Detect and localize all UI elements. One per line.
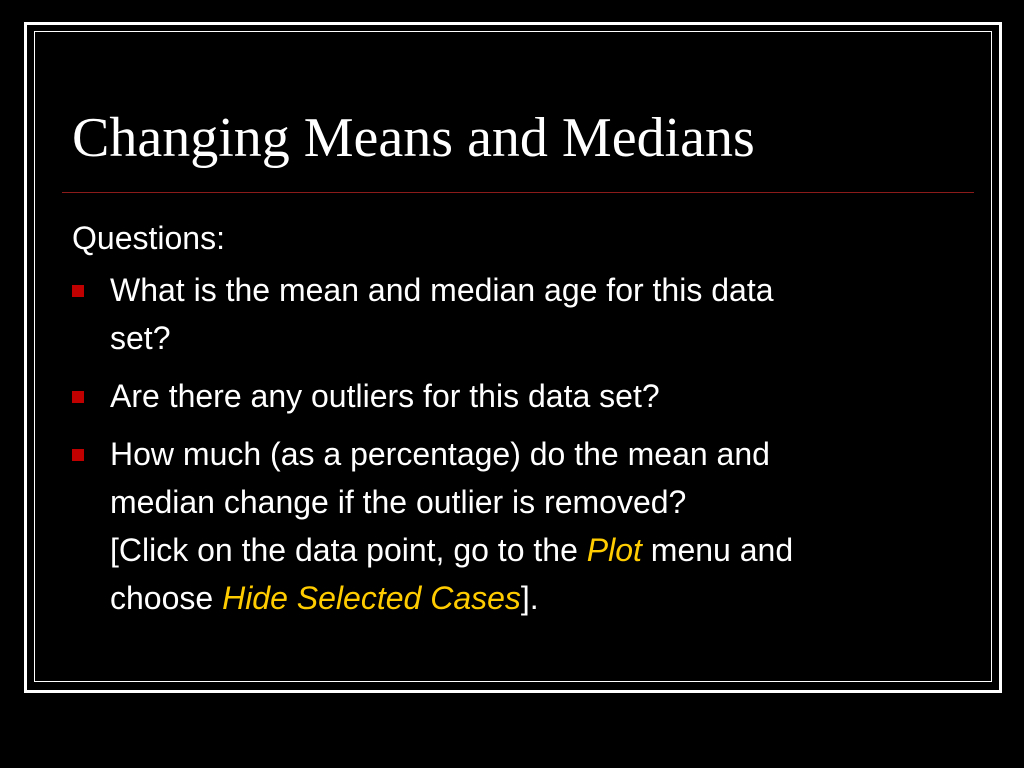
bullet-list [72, 266, 972, 622]
title-divider [62, 192, 974, 193]
slide-body [72, 214, 972, 632]
bullet-text: Are there any outliers for this data set? [110, 378, 660, 414]
bullet-item [72, 372, 972, 420]
bullet-text-part: ]. [520, 580, 539, 616]
bullet-item [72, 430, 972, 622]
plot-menu-reference: Plot [586, 532, 642, 568]
questions-heading: Questions: [72, 220, 225, 256]
square-bullet-icon [72, 449, 84, 461]
hide-selected-cases-reference: Hide Selected Cases [222, 580, 521, 616]
bullet-text: What is the mean and median age for this data set? [110, 272, 774, 356]
bullet-text [110, 430, 972, 622]
bullet-text-part: How much (as a percentage) do the mean and median change if the outlier is removed? [Click on the data point, go to the [110, 436, 770, 568]
square-bullet-icon [72, 285, 84, 297]
square-bullet-icon [72, 391, 84, 403]
slide-title: Changing Means and Medians [72, 107, 755, 169]
bullet-text-part: menu and choose [110, 532, 794, 616]
bullet-item [72, 266, 972, 362]
